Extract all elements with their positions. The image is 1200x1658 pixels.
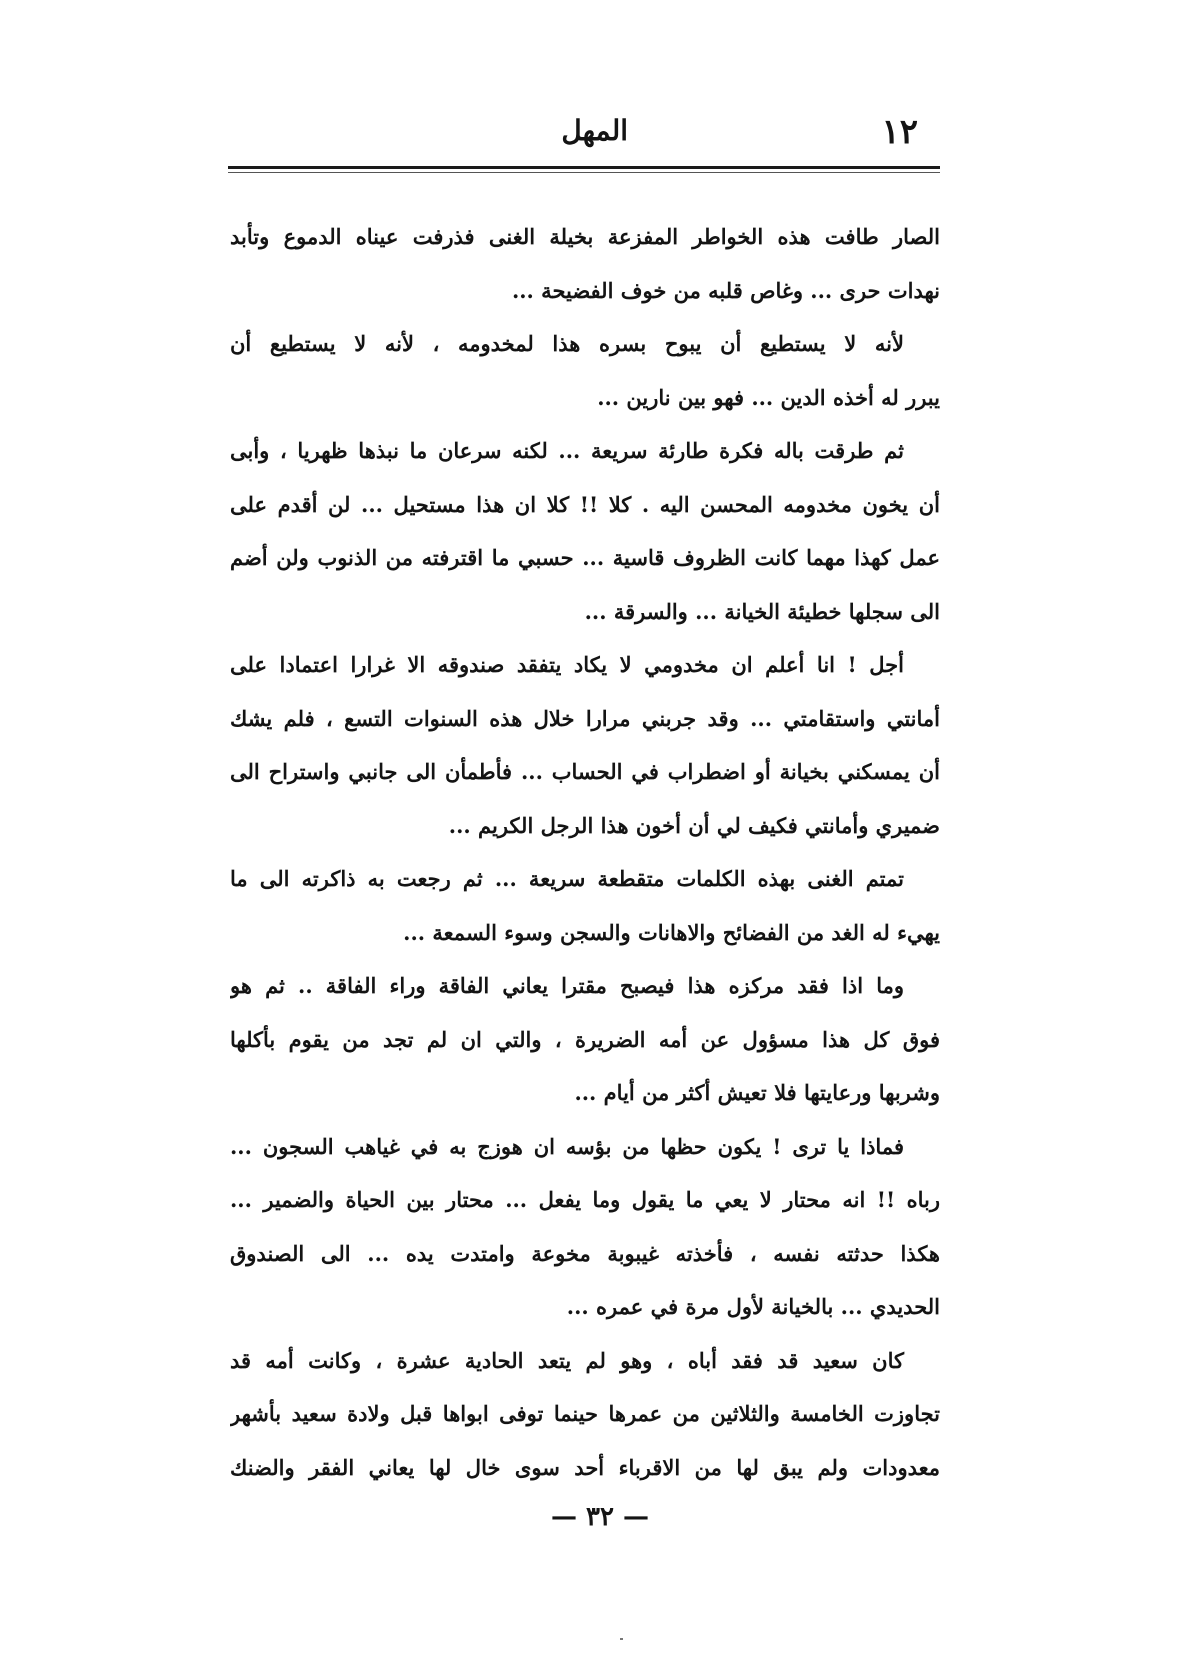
text-line: أن يخون مخدومه المحسن اليه . كلا !! كلا ان هذا مستحيل ... لن أقدم على [230, 491, 940, 517]
page-footer-number: — ٣٢ — [550, 1502, 650, 1532]
text-line: ضميري وأمانتي فكيف لي أن أخون هذا الرجل الكريم ... [448, 812, 940, 838]
text-line: تمتم الغنى بهذه الكلمات متقطعة سريعة ... ثم رجعت به ذاكرته الى ما [230, 866, 904, 891]
header-rule-thin [228, 172, 940, 173]
text-line: فماذا يا ترى ! يكون حظها من بؤسه ان هوزج به في غياهب السجون ... [230, 1133, 904, 1159]
text-line: ثم طرقت باله فكرة طارئة سريعة ... لكنه سرعان ما نبذها ظهريا ، وأبى [230, 438, 904, 463]
text-line: أمانتي واستقامتي ... وقد جربني مرارا خلال هذه السنوات التسع ، فلم يشك [230, 705, 940, 731]
text-line: الصار طافت هذه الخواطر المفزعة بخيلة الغنى فذرفت عيناه الدموع وتأبد [230, 224, 940, 249]
text-line: الحديدي ... بالخيانة لأول مرة في عمره ... [566, 1294, 940, 1319]
text-line: يبرر له أخذه الدين ... فهو بين نارين ... [597, 384, 940, 410]
text-line: معدودات ولم يبق لها من الاقرباء أحد سوى خال لها يعاني الفقر والضنك [230, 1454, 940, 1480]
scan-speck [620, 1638, 623, 1640]
page-header [228, 112, 928, 162]
text-line: وما اذا فقد مركزه هذا فيصبح مقترا يعاني الفاقة وراء الفاقة .. ثم هو [230, 973, 904, 998]
text-line: أجل ! انا أعلم ان مخدومي لا يكاد يتفقد صندوقه الا غرارا اعتمادا على [230, 652, 904, 677]
text-line: أن يمسكني بخيانة أو اضطراب في الحساب ... فأطمأن الى جانبي واستراح الى [230, 759, 940, 784]
text-line: تجاوزت الخامسة والثلاثين من عمرها حينما توفى ابواها قبل ولادة سعيد بأشهر [230, 1401, 940, 1426]
running-title: المهل [561, 114, 628, 147]
text-line: فوق كل هذا مسؤول عن أمه الضريرة ، والتي ان لم تجد من يقوم بأكلها [230, 1026, 940, 1052]
header-rule [228, 166, 940, 169]
text-line: الى سجلها خطيئة الخيانة ... والسرقة ... [584, 598, 940, 624]
text-line: لأنه لا يستطيع أن يبوح بسره هذا لمخدومه ، لأنه لا يستطيع أن [230, 331, 904, 356]
text-line: عمل كهذا مهما كانت الظروف قاسية ... حسبي ما اقترفته من الذنوب ولن أضم [230, 545, 940, 570]
text-line: رباه !! انه محتار لا يعي ما يقول وما يفعل ... محتار بين الحياة والضمير ... [230, 1187, 940, 1212]
page-number: ١٢ [881, 112, 918, 152]
text-line: هكذا حدثته نفسه ، فأخذته غيبوبة مخوعة وامتدت يده ... الى الصندوق [230, 1240, 940, 1266]
text-line: نهدات حرى ... وغاص قلبه من خوف الفضيحة ... [511, 277, 940, 303]
text-line: كان سعيد قد فقد أباه ، وهو لم يتعد الحادية عشرة ، وكانت أمه قد [230, 1347, 904, 1373]
body-text [230, 210, 940, 1494]
text-line: وشربها ورعايتها فلا تعيش أكثر من أيام ... [574, 1080, 940, 1105]
text-line: يهيء له الغد من الفضائح والاهانات والسجن وسوء السمعة ... [403, 919, 940, 945]
